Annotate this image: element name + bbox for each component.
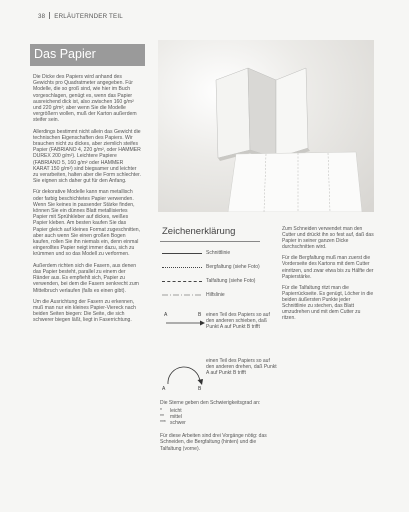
- point-b-label: B: [198, 312, 202, 318]
- cut-line-icon: [162, 253, 202, 254]
- curved-arrow-icon: [162, 358, 206, 388]
- section-title: ERLÄUTERNDER TEIL: [54, 13, 123, 20]
- paragraph: Für die Bergfaltung muß man zuerst die Vorderseite des Kartons mit dem Cutter einritzen, und zwar etwa bis zu Hälfte der Papierstärke.: [282, 255, 374, 280]
- mountain-fold-line-icon: [162, 267, 202, 268]
- right-column: [282, 226, 374, 326]
- legend-heading: Zeichenerklärung: [162, 226, 236, 237]
- paragraph: Zum Schneiden verwendet man den Cutter und drückt ihn so fest auf, daß das Papier in seiner ganzen Dicke durchschnitten wird.: [282, 226, 374, 251]
- difficulty-item: *** schwer: [160, 420, 186, 427]
- paragraph: Außerdem richten sich die Fasern, aus denen das Papier besteht, parallel zu einem der Ränder aus. Es empfiehlt sich, Papier zu verwenden, bei dem die Fasern senkrecht zum Mittelbruch verlaufen (falls es einen gibt).: [33, 262, 139, 294]
- point-a-label: A: [162, 386, 166, 392]
- paragraph: Für diese Arbeiten sind drei Vorgänge nötig: das Schneiden, die Bergfaltung (hinten) und die Talfaltung (vorne).: [160, 433, 267, 452]
- legend-push-arrow: [160, 312, 278, 346]
- push-arrow-text: einen Teil des Papiers so auf den anderen schieben, daß Punkt A auf Punkt B trifft: [206, 312, 270, 331]
- difficulty-list: [160, 408, 275, 426]
- guide-line-icon: [162, 293, 202, 297]
- paragraph: Allerdings bestimmt nicht allein das Gewicht die technischen Eigenschaften des Papiers. Wir brauchen nicht zu dickes, aber ziemlich steifes Papier (FABRIANO 4, 220 g/m², oder HAMMER DUREX 200 g/m²). Leichtere Papiere (FABRIANO 5, 160 g/m² oder HAMMER KARAT 150 g/m²) sind biegsamer und leichter zu verarbeiten, halten aber die Form schlechter. Sie eignen sich daher gut für den Anfang.: [33, 128, 141, 185]
- page-header: [38, 12, 123, 20]
- paragraph: Um die Ausrichtung der Fasern zu erkennen, muß man nur ein kleines Papier-Viereck nach beiden Seiten biegen: Die Seite, die sich schwerer biegen läßt, liegt in Faserrichtung.: [33, 298, 136, 324]
- legend-heading-rule: [160, 241, 260, 242]
- page-title-box: [30, 44, 145, 66]
- difficulty-intro: Die Sterne geben den Schwierigkeitsgrad an:: [160, 400, 261, 406]
- page-number: 38: [38, 13, 46, 20]
- point-a-label: A: [164, 312, 168, 318]
- difficulty-item: ** mittel: [160, 414, 182, 421]
- left-column: [33, 74, 141, 329]
- point-b-label: B: [198, 386, 202, 392]
- rotate-arrow-text: einen Teil des Papiers so auf den anderen drehen, daß Punkt A auf Punkt B trifft: [206, 358, 277, 377]
- header-divider: [49, 12, 50, 19]
- difficulty-section: [160, 400, 275, 457]
- book-page: 38 ERLÄUTERNDER TEIL Das Papier Die Dicke des Papiers wird anhand des Gewichts pro Quadratmeter angegeben. Für Modelle, die so groß sind, wie hier im Buch vorgeschlagen, genügt es, wenn das Papier ausreichend dick ist, also zwischen 160 g/m² und 220 g/m²; aber wenn Sie die Modelle vergrößern wollen, muß der Karton außerdem steifer sein. Allerdings bestimmt nicht allein das Gewicht die technischen Eigenschaften des Papiers. Wir brauchen nicht zu dickes, aber ziemlich steifes Papier (FABRIANO 4, 220 g/m², oder HAMMER DUREX 200 g/m²). Leichtere Papiere (FABRIANO 5, 160 g/m² oder HAMMER KARAT 150 g/m²) sind biegsamer und leichter zu verarbeiten, halten aber die Form schlechter. Sie eignen sich daher gut für den Anfang. Für dekorative Modelle kann man metallisch oder farbig beschichtetes Papier verwenden. Wenn Sie keines in passender Stärke finden, können Sie ein dünnes Blatt metallisiertes Papier mit Sprühkleber auf dickes, weißes Papier kleben. Am besten kaufen Sie das Papier gleich auf kleines Format zugeschnitten, aber auch wenn Sie einen großen Bogen kaufen, rollen Sie ihn niemals ein, denn einmal eingerolltes Papier neigt immer dazu, sich zu krümmen und so das Modell zu verformen. Außerdem richten sich die Fasern, aus denen das Papier besteht, parallel zu einem der Ränder aus. Es empfiehlt sich, Papier zu verwenden, bei dem die Fasern senkrecht zum Mittelbruch verlaufen (falls es einen gibt). Um die Ausrichtung der Fasern zu erkennen, muß man nur ein kleines Papier-Viereck nach beiden Seiten biegen: Die Seite, die sich schwerer biegen läßt, liegt in Faserrichtung. Zeichenerklärung Schnittlinie Bergfaltung (siehe Foto) Talfaltung (siehe Foto) Hilfslinie A B einen Teil des Papiers so auf den anderen schieben, daß Punkt A auf Punkt B trifft A B einen Teil des Papiers so auf den anderen drehen, daß Punkt A auf Punkt B trifft Die Sterne geben den Schwierigkeitsgrad an: * leicht ** mittel *** schwer Für diese Arbeiten sind drei Vorgänge nötig: das Schneiden, die Bergfaltung (hinten) und die Talfaltung (vorne). Zum Schneiden verwendet man den Cutter und drückt ihn so fest auf, daß das Papier in seiner ganzen Dicke durchschnitten wird. Für die Bergfaltung muß man zuerst die Vorderseite des Kartons mit dem Cutter einritzen, und zwar etwa bis zu Hälfte der Papierstärke. Für die Talfaltung ritzt man die Papierrückseite. Es genügt, Löcher in die beiden äußersten Punkte jeder Schnittlinie zu stechen, das Blatt umzudrehen und mit dem Cutter zu ritzen.: [0, 0, 409, 512]
- legend-rotate-arrow: [160, 356, 278, 392]
- paragraph: Die Dicke des Papiers wird anhand des Gewichts pro Quadratmeter angegeben. Für Modelle, die so groß sind, wie hier im Buch vorgeschlagen, genügt es, wenn das Papier ausreichend dick ist, also zwischen 160 g/m² und 220 g/m²; aber wenn Sie die Modelle vergrößern wollen, muß der Karton außerdem steifer sein.: [33, 74, 137, 124]
- folded-paper-photo: [158, 40, 374, 212]
- valley-fold-line-icon: [162, 281, 202, 282]
- paragraph: Für dekorative Modelle kann man metallisch oder farbig beschichtetes Papier verwenden. Wenn Sie keines in passender Stärke finden, können Sie ein dünnes Blatt metallisiertes Papier mit Sprühkleber auf dickes, weißes Papier kleben. Am besten kaufen Sie das Papier gleich auf kleines Format zugeschnitten, aber auch wenn Sie einen großen Bogen kaufen, rollen Sie ihn niemals ein, denn einmal eingerolltes Papier neigt immer dazu, sich zu krümmen und so das Modell zu verformen.: [33, 189, 141, 258]
- page-title: Das Papier: [34, 47, 96, 61]
- difficulty-item: * leicht: [160, 408, 182, 415]
- paragraph: Für die Talfaltung ritzt man die Papierrückseite. Es genügt, Löcher in die beiden äußersten Punkte jeder Schnittlinie zu stechen, das Blatt umzudrehen und mit dem Cutter zu ritzen.: [282, 284, 374, 322]
- folded-paper-illustration: [158, 40, 374, 212]
